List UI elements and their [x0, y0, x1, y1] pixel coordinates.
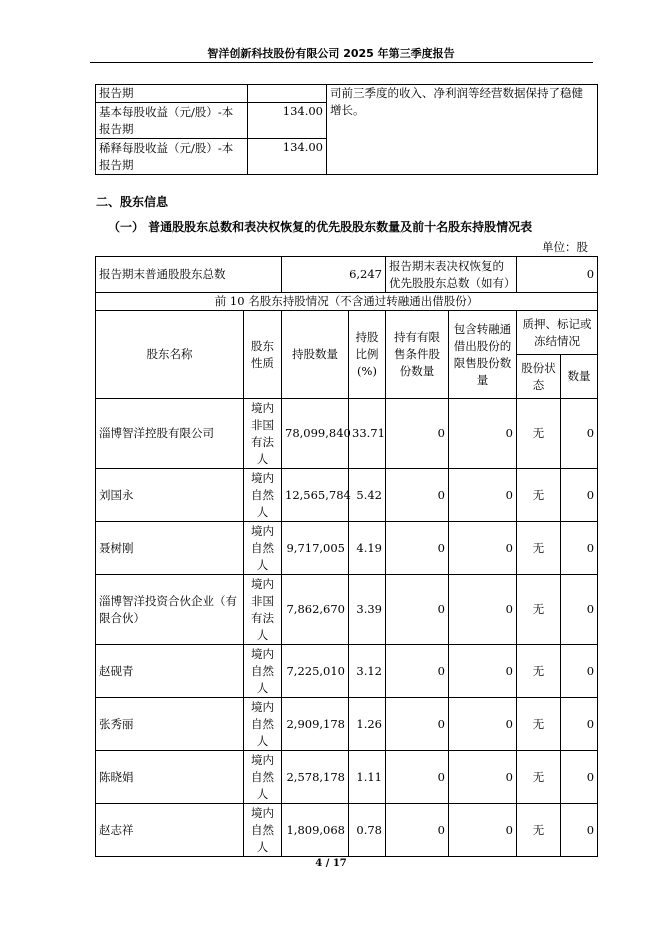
holder-lending: 0	[449, 804, 517, 857]
header-ratio: 持股比例(%)	[349, 311, 386, 399]
subsection-title: （一） 普通股股东总数和表决权恢复的优先股股东数量及前十名股东持股情况表	[108, 220, 533, 234]
header-restricted: 持有有限售条件股份数量	[386, 311, 449, 399]
holder-restricted: 0	[386, 469, 449, 522]
holder-lending: 0	[449, 399, 517, 469]
unit-label: 单位：股	[542, 240, 588, 254]
holder-shares: 2,909,178	[282, 698, 349, 751]
holder-lending: 0	[449, 751, 517, 804]
holder-pledge-qty: 0	[561, 751, 598, 804]
holder-name: 赵志祥	[96, 804, 244, 857]
holder-pledge-status: 无	[517, 645, 561, 698]
holder-shares: 2,578,178	[282, 751, 349, 804]
total-holders-label: 报告期末普通股股东总数	[96, 257, 282, 293]
header-rule	[90, 62, 593, 63]
holder-type: 境内自然人	[244, 751, 282, 804]
eps-note: 司前三季度的收入、净利润等经营数据保持了稳健增长。	[327, 85, 598, 175]
eps-row-period-label: 报告期	[96, 85, 248, 103]
holder-ratio: 4.19	[349, 522, 386, 575]
header-shares: 持股数量	[282, 311, 349, 399]
table-row	[96, 399, 598, 469]
header-type: 股东性质	[244, 311, 282, 399]
eps-diluted-value: 134.00	[248, 139, 327, 175]
holder-type: 境内自然人	[244, 698, 282, 751]
document-header-title: 智洋创新科技股份有限公司 2025 年第三季度报告	[207, 47, 455, 60]
header-name: 股东名称	[96, 311, 244, 399]
holder-restricted: 0	[386, 751, 449, 804]
holder-ratio: 3.39	[349, 575, 386, 645]
holder-shares: 9,717,005	[282, 522, 349, 575]
holder-restricted: 0	[386, 645, 449, 698]
shareholder-table	[95, 256, 598, 857]
holder-lending: 0	[449, 575, 517, 645]
holder-name: 聂树刚	[96, 522, 244, 575]
eps-row-period-value	[248, 85, 327, 103]
holder-name: 淄博智洋投资合伙企业（有限合伙）	[96, 575, 244, 645]
header-pledge-status: 股份状态	[517, 355, 561, 399]
holder-ratio: 3.12	[349, 645, 386, 698]
table-row	[96, 751, 598, 804]
table-row	[96, 804, 598, 857]
holder-restricted: 0	[386, 575, 449, 645]
pref-holders-label: 报告期末表决权恢复的优先股股东总数（如有）	[386, 257, 517, 293]
holder-pledge-status: 无	[517, 698, 561, 751]
header-pledge-qty: 数量	[561, 355, 598, 399]
holder-pledge-status: 无	[517, 575, 561, 645]
holder-type: 境内非国有法人	[244, 399, 282, 469]
holder-type: 境内自然人	[244, 469, 282, 522]
holder-restricted: 0	[386, 399, 449, 469]
holder-restricted: 0	[386, 804, 449, 857]
holder-pledge-status: 无	[517, 399, 561, 469]
holder-pledge-qty: 0	[561, 645, 598, 698]
header-pledge: 质押、标记或冻结情况	[517, 311, 598, 355]
holder-shares: 7,225,010	[282, 645, 349, 698]
holder-name: 陈晓娟	[96, 751, 244, 804]
holder-name: 淄博智洋控股有限公司	[96, 399, 244, 469]
holder-type: 境内自然人	[244, 804, 282, 857]
holder-pledge-qty: 0	[561, 522, 598, 575]
section-title: 二、股东信息	[96, 195, 169, 209]
eps-basic-value: 134.00	[248, 103, 327, 139]
eps-diluted-label: 稀释每股收益（元/股）-本报告期	[96, 139, 248, 175]
holder-ratio: 1.26	[349, 698, 386, 751]
holder-lending: 0	[449, 645, 517, 698]
holder-lending: 0	[449, 698, 517, 751]
holder-pledge-qty: 0	[561, 469, 598, 522]
total-holders-value: 6,247	[282, 257, 386, 293]
table-row	[96, 522, 598, 575]
holder-pledge-status: 无	[517, 522, 561, 575]
holder-shares: 12,565,784	[282, 469, 349, 522]
top10-caption: 前 10 名股东持股情况（不含通过转融通出借股份）	[96, 293, 598, 311]
holder-type: 境内非国有法人	[244, 575, 282, 645]
holder-pledge-qty: 0	[561, 399, 598, 469]
header-lending: 包含转融通借出股份的限售股份数量	[449, 311, 517, 399]
holder-pledge-qty: 0	[561, 575, 598, 645]
holder-type: 境内自然人	[244, 645, 282, 698]
holder-name: 刘国永	[96, 469, 244, 522]
holder-pledge-qty: 0	[561, 698, 598, 751]
holder-shares: 7,862,670	[282, 575, 349, 645]
holder-ratio: 33.71	[349, 399, 386, 469]
holder-shares: 1,809,068	[282, 804, 349, 857]
holder-ratio: 1.11	[349, 751, 386, 804]
holder-pledge-status: 无	[517, 751, 561, 804]
holder-restricted: 0	[386, 522, 449, 575]
holder-pledge-status: 无	[517, 469, 561, 522]
holder-ratio: 0.78	[349, 804, 386, 857]
holder-lending: 0	[449, 522, 517, 575]
page-number: 4 / 17	[315, 858, 347, 869]
holder-type: 境内自然人	[244, 522, 282, 575]
holder-lending: 0	[449, 469, 517, 522]
table-row	[96, 469, 598, 522]
holder-ratio: 5.42	[349, 469, 386, 522]
holder-pledge-status: 无	[517, 804, 561, 857]
table-row	[96, 575, 598, 645]
holder-name: 赵砚青	[96, 645, 244, 698]
holder-pledge-qty: 0	[561, 804, 598, 857]
holder-shares: 78,099,840	[282, 399, 349, 469]
eps-table	[95, 84, 598, 175]
table-row	[96, 645, 598, 698]
table-row	[96, 698, 598, 751]
eps-basic-label: 基本每股收益（元/股）-本报告期	[96, 103, 248, 139]
holder-name: 张秀丽	[96, 698, 244, 751]
holder-restricted: 0	[386, 698, 449, 751]
pref-holders-value: 0	[517, 257, 598, 293]
